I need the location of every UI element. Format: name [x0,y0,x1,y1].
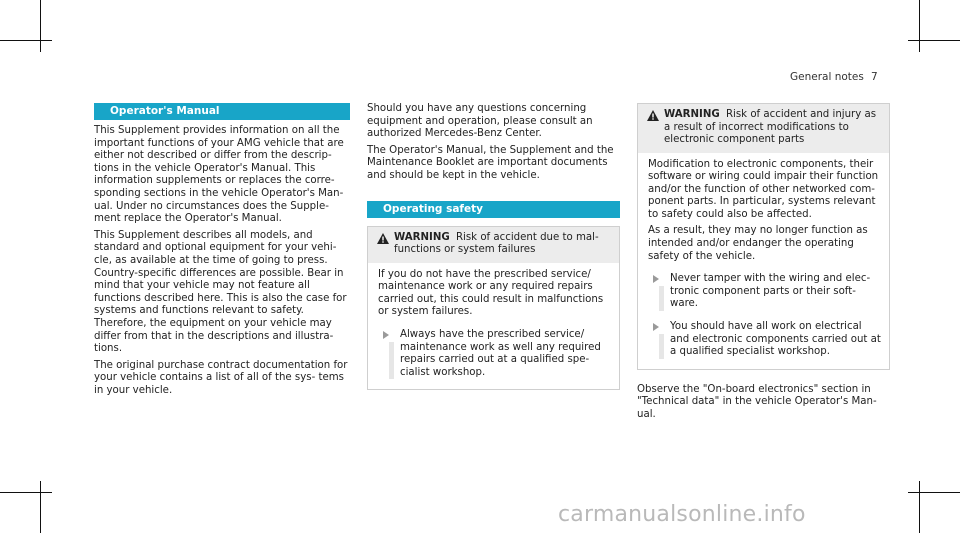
warning-box [637,103,890,370]
crop-mark [919,481,920,533]
paragraph: Should you have any questions concerning equipment and operation, please consult an authorized Mercedes-Benz Center. [367,103,593,140]
warning-text: As a result, they may no longer function as intended and/or endanger the operating safety of the vehicle. [648,225,868,262]
warning-box [367,226,620,391]
paragraph: The original purchase contract documentation for your vehicle contains a list of all of the sys- tems in your vehicle. [94,359,348,396]
warning-text: If you do not have the prescribed service/ maintenance work or any required repairs carried out, this could result in malfunctions or system failures. [378,268,604,318]
crop-mark [40,0,41,52]
warning-label: WARNING [664,109,720,120]
left-column [94,103,350,401]
crop-mark [0,492,52,493]
crop-mark [908,492,960,493]
paragraph: Observe the "On-board electronics" section in "Technical data" in the vehicle Operator's Man- ual. [637,383,877,420]
warning-label: WARNING [394,231,450,243]
watermark: carmanualsonline.info [558,502,806,527]
step-bar [659,286,664,311]
step-text: Never tamper with the wiring and elec- tronic component parts or their soft- ware. [670,273,871,310]
step-bar [389,342,394,379]
warning-header [368,227,619,263]
instruction-step [648,321,881,359]
warning-heading: Risk of accident due to mal- functions or system failures [394,231,599,256]
step-arrow-icon [653,323,659,331]
step-bar [659,334,664,359]
warning-text: Modification to electronic components, their software or wiring could impair their function and/or the function of other networked com- ponent parts. In particular, systems relevant to safety could also be affected. [648,158,879,220]
running-header: General notes [790,71,864,83]
crop-mark [0,40,52,41]
paragraph: This Supplement describes all models, and standard and optional equipment for your vehi- cle, as available at the time of going to press. Country-specific differences are possible. Bear in mind that your vehicle may not feature all functions described here. This is also the case for systems and functions relevant to safety. Therefore, the equipment on your vehicle may differ from that in the descriptions and illustra- tions. [94,229,347,355]
warning-body [638,153,889,369]
instruction-step [378,329,611,379]
step-arrow-icon [383,331,389,339]
crop-mark [908,40,960,41]
step-text: Always have the prescribed service/ maintenance work as well any required repairs carried out at a qualified spe- cialist workshop. [400,328,601,378]
step-text: You should have all work on electrical and electronic components carried out at a qualified specialist workshop. [670,321,881,358]
step-arrow-icon [653,275,659,283]
warning-triangle-icon [647,110,659,121]
paragraph: This Supplement provides information on all the important functions of your AMG vehicle that are either not described or differ from the descrip- tions in the vehicle Operator's Manual. This information supplements or replaces the corre- sponding sections in the vehicle Operator's Man- ual. Under no circumstances does the Supple- ment replace the Operator's Manual. [94,125,344,225]
crop-mark [40,481,41,533]
middle-column [367,103,620,390]
section-title-operating-safety: Operating safety [367,201,620,218]
warning-body [368,263,619,390]
page-number: 7 [871,71,878,83]
warning-header [638,104,889,153]
paragraph: The Operator's Manual, the Supplement and the Maintenance Booklet are important documents and should be kept in the vehicle. [367,144,614,181]
crop-mark [919,0,920,52]
instruction-step [648,273,881,311]
warning-heading: Risk of accident and injury as a result of incorrect modifications to electronic component parts [664,109,877,145]
section-title-operators-manual: Operator's Manual [94,103,350,120]
right-column [637,103,890,426]
warning-triangle-icon [377,233,389,244]
